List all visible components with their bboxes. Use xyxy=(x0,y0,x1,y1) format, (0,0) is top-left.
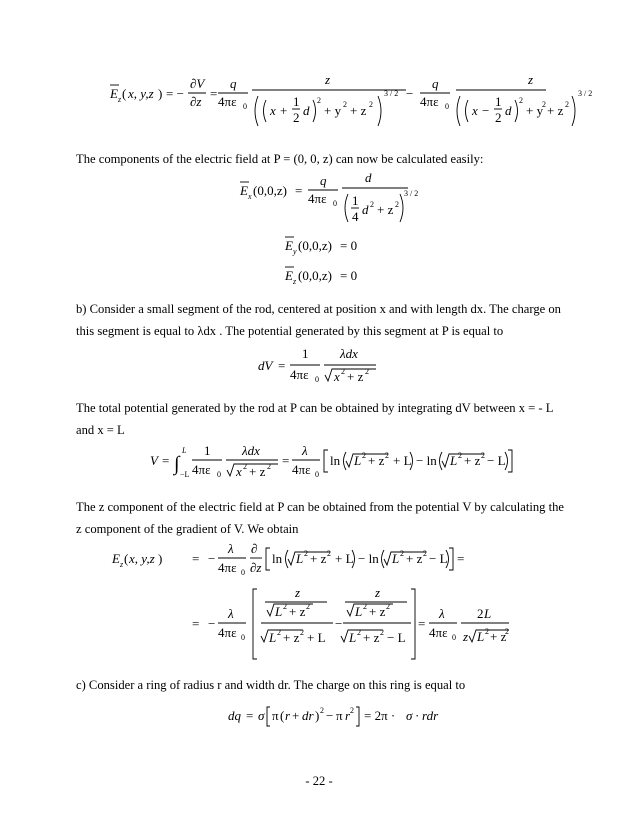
svg-text:L: L xyxy=(355,604,363,619)
svg-text:2: 2 xyxy=(519,96,523,105)
svg-text:): ) xyxy=(158,551,163,566)
svg-text:2: 2 xyxy=(363,602,367,611)
svg-text:+ z: + z xyxy=(347,369,364,384)
svg-text:=: = xyxy=(246,708,254,723)
svg-text:0: 0 xyxy=(333,199,337,208)
svg-text:z: z xyxy=(118,95,122,104)
svg-text:2: 2 xyxy=(306,602,310,611)
svg-text:1: 1 xyxy=(302,346,309,361)
svg-text:λ: λ xyxy=(302,443,308,458)
svg-text:z: z xyxy=(463,629,469,644)
svg-text:= −: = − xyxy=(166,86,184,101)
svg-text:(0,0,z): (0,0,z) xyxy=(253,183,287,198)
svg-text:L: L xyxy=(296,551,304,566)
svg-text:2: 2 xyxy=(369,100,373,109)
svg-text:+ z: + z xyxy=(283,630,300,645)
equation-total-potential xyxy=(150,440,510,491)
svg-text:): ) xyxy=(158,86,163,101)
svg-text:4πε: 4πε xyxy=(429,625,448,640)
svg-text:3 / 2: 3 / 2 xyxy=(384,89,399,98)
svg-text:σ: σ xyxy=(258,708,265,723)
svg-text:∂z: ∂z xyxy=(190,94,202,109)
svg-text:+ z: + z xyxy=(547,103,564,118)
svg-text:4πε: 4πε xyxy=(218,560,237,575)
svg-text:=: = xyxy=(278,358,286,373)
svg-text:2: 2 xyxy=(300,628,304,637)
svg-text:x: x xyxy=(248,192,252,201)
svg-text:0: 0 xyxy=(243,102,247,111)
svg-text:d: d xyxy=(303,103,310,118)
svg-text:1: 1 xyxy=(293,94,300,109)
svg-text:+ z: + z xyxy=(377,202,394,217)
svg-text:0: 0 xyxy=(315,375,319,384)
svg-text:x, y,z: x, y,z xyxy=(128,86,154,101)
svg-text:−: − xyxy=(208,616,216,631)
paragraph-part-c: c) Consider a ring of radius r and width dr. The charge on this ring is equal to xyxy=(76,678,466,692)
svg-text:z: z xyxy=(528,72,534,87)
svg-text:+ L: + L xyxy=(307,630,326,645)
svg-text:4πε: 4πε xyxy=(192,462,211,477)
svg-text:4πε: 4πε xyxy=(218,94,237,109)
svg-text:+ z: + z xyxy=(363,630,380,645)
svg-text:=: = xyxy=(210,86,218,101)
svg-text:∫: ∫ xyxy=(174,453,180,475)
svg-text:π: π xyxy=(336,708,343,723)
svg-text:0: 0 xyxy=(452,633,456,642)
svg-text:+ y: + y xyxy=(324,103,342,118)
svg-text:V: V xyxy=(150,453,158,468)
svg-text:y: y xyxy=(293,247,297,256)
svg-text:2: 2 xyxy=(277,628,281,637)
svg-text:(0,0,z): (0,0,z) xyxy=(298,238,332,253)
svg-text:+ z: + z xyxy=(249,464,266,479)
svg-text:x: x xyxy=(472,103,478,118)
svg-text:+ L: + L xyxy=(393,453,412,468)
svg-text:+ z: + z xyxy=(368,453,385,468)
svg-text:2: 2 xyxy=(365,367,369,376)
svg-text:dV: dV xyxy=(258,358,273,373)
svg-text:4πε: 4πε xyxy=(308,191,327,206)
svg-text:x: x xyxy=(270,103,276,118)
svg-text:λ: λ xyxy=(228,541,234,556)
svg-text:L: L xyxy=(269,630,277,645)
svg-text:z: z xyxy=(295,585,301,600)
svg-text:x, y,z: x, y,z xyxy=(129,551,155,566)
equation-field-z-general xyxy=(110,66,593,141)
svg-text:2: 2 xyxy=(283,602,287,611)
svg-text:−L: −L xyxy=(180,470,190,479)
svg-text:∂z: ∂z xyxy=(250,560,262,575)
svg-text:z: z xyxy=(325,72,331,87)
svg-text:2: 2 xyxy=(386,602,390,611)
svg-text:E: E xyxy=(285,268,293,283)
svg-text:=: = xyxy=(282,453,290,468)
svg-text:λdx: λdx xyxy=(242,443,260,458)
svg-text:2: 2 xyxy=(341,367,345,376)
svg-text:E: E xyxy=(285,238,293,253)
svg-text:): ) xyxy=(315,708,320,723)
svg-text:= 0: = 0 xyxy=(340,238,358,253)
svg-text:0: 0 xyxy=(241,568,245,577)
svg-text:2: 2 xyxy=(320,706,324,715)
svg-text:x: x xyxy=(236,464,242,479)
svg-text:− L: − L xyxy=(487,453,506,468)
svg-text:L: L xyxy=(349,630,357,645)
svg-text:2: 2 xyxy=(317,96,321,105)
svg-text:L: L xyxy=(477,629,485,644)
svg-text:2: 2 xyxy=(304,549,308,558)
svg-text:− ln: − ln xyxy=(416,453,437,468)
svg-text:E: E xyxy=(110,86,118,101)
svg-text:=: = xyxy=(457,551,465,566)
svg-text:1: 1 xyxy=(204,443,211,458)
svg-text:+ z: + z xyxy=(464,453,481,468)
svg-text:d: d xyxy=(505,103,512,118)
svg-text:− L: − L xyxy=(429,551,448,566)
svg-text:2: 2 xyxy=(458,451,462,460)
svg-text:2: 2 xyxy=(267,462,271,471)
svg-text:=: = xyxy=(295,183,303,198)
svg-text:4πε: 4πε xyxy=(420,94,439,109)
svg-text:∂: ∂ xyxy=(251,541,258,556)
svg-text:(: ( xyxy=(124,551,129,566)
svg-text:(: ( xyxy=(122,86,127,101)
svg-text:d: d xyxy=(365,170,372,185)
svg-text:+ z: + z xyxy=(289,604,306,619)
svg-text:1: 1 xyxy=(352,193,359,208)
svg-text:2: 2 xyxy=(481,451,485,460)
paragraph-field-z-component: The z component of the electric field at P can be obtained from the potential V by calculating the z component of the gradient of V. We obtain xyxy=(76,500,564,536)
svg-text:−: − xyxy=(335,616,343,631)
svg-text:4πε: 4πε xyxy=(218,625,237,640)
svg-text:+ L: + L xyxy=(335,551,354,566)
svg-text:−: − xyxy=(406,86,414,101)
svg-text:d: d xyxy=(362,202,369,217)
svg-text:+ z: + z xyxy=(406,551,423,566)
svg-text:λdx: λdx xyxy=(340,346,358,361)
svg-text:+: + xyxy=(280,103,288,118)
svg-text:2: 2 xyxy=(542,100,546,109)
svg-text:=: = xyxy=(192,616,200,631)
svg-text:σ: σ xyxy=(406,708,413,723)
svg-text:2: 2 xyxy=(380,628,384,637)
equation-dq xyxy=(228,702,468,735)
svg-text:2: 2 xyxy=(243,462,247,471)
paragraph-total-potential: The total potential generated by the rod at P can be obtained by integrating dV between x = - L and x = L xyxy=(76,401,553,437)
svg-text:2: 2 xyxy=(400,549,404,558)
svg-text:+ z: + z xyxy=(350,103,367,118)
svg-text:2: 2 xyxy=(495,110,502,125)
svg-text:+: + xyxy=(292,708,300,723)
svg-text:q: q xyxy=(320,173,327,188)
svg-text:= 0: = 0 xyxy=(340,268,358,283)
svg-text:−: − xyxy=(208,551,216,566)
svg-text:2: 2 xyxy=(293,110,300,125)
svg-text:(0,0,z): (0,0,z) xyxy=(298,268,332,283)
svg-text:r: r xyxy=(285,708,291,723)
svg-text:rdr: rdr xyxy=(422,708,439,723)
svg-text:dr: dr xyxy=(302,708,314,723)
svg-text:λ: λ xyxy=(228,606,234,621)
equation-field-z-gradient xyxy=(112,538,472,589)
svg-text:λ: λ xyxy=(439,606,445,621)
svg-text:L: L xyxy=(354,453,362,468)
svg-text:2: 2 xyxy=(485,627,489,636)
paragraph-part-b: b) Consider a small segment of the rod, centered at position x and with length dx. The charge on this segment is equal to λdx . The potential generated by this segment at P is equal to xyxy=(76,302,561,338)
equation-field-z-result xyxy=(185,583,515,668)
svg-text:E: E xyxy=(240,183,248,198)
svg-text:2: 2 xyxy=(327,549,331,558)
svg-text:∂V: ∂V xyxy=(190,76,205,91)
svg-text:= 2π ·: = 2π · xyxy=(364,708,396,723)
svg-text:2: 2 xyxy=(395,200,399,209)
svg-text:+ z: + z xyxy=(310,551,327,566)
svg-text:1: 1 xyxy=(495,94,502,109)
svg-text:L: L xyxy=(450,453,458,468)
svg-text:r: r xyxy=(345,708,351,723)
svg-text:z: z xyxy=(293,277,297,286)
svg-text:2: 2 xyxy=(505,627,509,636)
svg-text:0: 0 xyxy=(315,470,319,479)
svg-text:z: z xyxy=(375,585,381,600)
svg-text:0: 0 xyxy=(241,633,245,642)
svg-text:2: 2 xyxy=(477,606,484,621)
svg-text:3 / 2: 3 / 2 xyxy=(404,189,419,198)
svg-text:=: = xyxy=(192,551,200,566)
svg-text:z: z xyxy=(120,560,124,569)
svg-text:4: 4 xyxy=(352,209,359,224)
svg-text:2: 2 xyxy=(350,706,354,715)
svg-text:0: 0 xyxy=(217,470,221,479)
svg-text:2: 2 xyxy=(370,200,374,209)
svg-text:−: − xyxy=(482,103,490,118)
equation-dv xyxy=(258,343,378,394)
svg-text:2: 2 xyxy=(423,549,427,558)
svg-text:− L: − L xyxy=(387,630,406,645)
paragraph-components: The components of the electric field at P = (0, 0, z) can now be calculated easily: xyxy=(76,152,484,166)
svg-text:2: 2 xyxy=(565,100,569,109)
svg-text:4πε: 4πε xyxy=(292,462,311,477)
svg-text:− ln: − ln xyxy=(358,551,379,566)
svg-text:2: 2 xyxy=(343,100,347,109)
svg-text:2: 2 xyxy=(385,451,389,460)
svg-text:q: q xyxy=(432,76,439,91)
equation-field-y-at-p xyxy=(285,232,385,263)
svg-text:0: 0 xyxy=(445,102,449,111)
svg-text:=: = xyxy=(418,616,426,631)
svg-text:L: L xyxy=(392,551,400,566)
svg-text:dq: dq xyxy=(228,708,241,723)
svg-text:4πε: 4πε xyxy=(290,367,309,382)
svg-text:+ y: + y xyxy=(526,103,544,118)
svg-text:2: 2 xyxy=(362,451,366,460)
svg-text:−: − xyxy=(326,708,334,723)
svg-text:3 / 2: 3 / 2 xyxy=(578,89,593,98)
svg-text:+ z: + z xyxy=(490,629,507,644)
equation-field-z-at-p xyxy=(285,262,385,293)
svg-text:(: ( xyxy=(280,708,285,723)
svg-text:L: L xyxy=(275,604,283,619)
svg-text:π: π xyxy=(272,708,279,723)
svg-text:E: E xyxy=(112,551,120,566)
page-number: - 22 - xyxy=(305,774,333,788)
svg-text:·: · xyxy=(415,708,420,723)
svg-text:ln: ln xyxy=(272,551,283,566)
svg-text:x: x xyxy=(334,369,340,384)
svg-text:ln: ln xyxy=(330,453,341,468)
svg-text:2: 2 xyxy=(357,628,361,637)
svg-text:q: q xyxy=(230,76,237,91)
svg-text:L: L xyxy=(484,606,492,621)
svg-text:=: = xyxy=(162,453,170,468)
svg-text:L: L xyxy=(182,446,187,455)
svg-text:+ z: + z xyxy=(369,604,386,619)
